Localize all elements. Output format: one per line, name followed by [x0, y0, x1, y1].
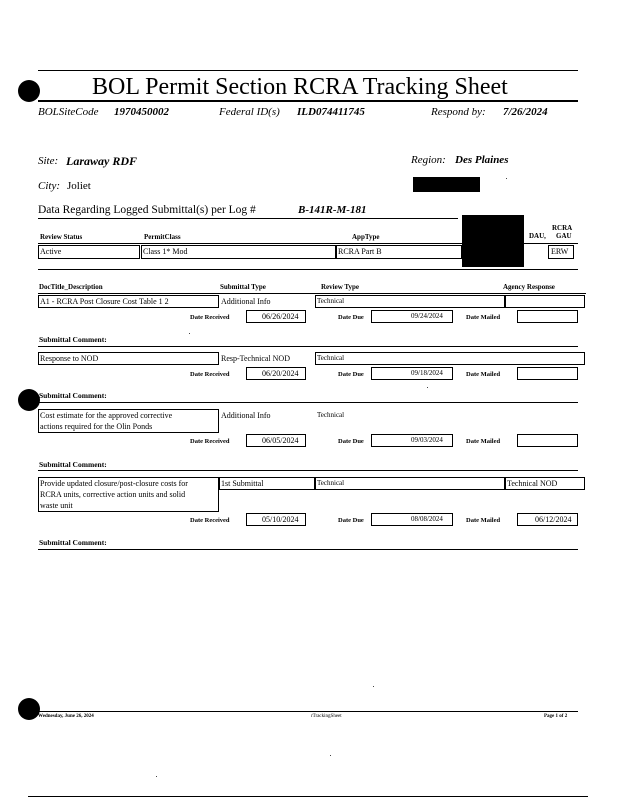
submittal-header-rule [38, 293, 586, 294]
submittal-3-comment-rule [38, 470, 578, 471]
submittal-3-review-type: Technical [317, 411, 345, 419]
punch-hole-top [18, 80, 40, 102]
submittal-2-date-received: 06/20/2024 [262, 369, 299, 378]
permit-class-header: PermitClass [144, 233, 181, 241]
submittal-2-date-received-label: Date Received [190, 371, 230, 378]
scan-speck [506, 178, 507, 179]
submittal-1-date-received-label: Date Received [190, 314, 230, 321]
submittal-type-header: Submittal Type [220, 283, 266, 291]
submittal-1-date-due: 09/24/2024 [411, 312, 443, 320]
submittal-2-date-due-label: Date Due [338, 371, 364, 378]
submittal-2-review-type: Technical [317, 354, 345, 362]
review-status-header: Review Status [40, 233, 83, 241]
submittal-3-date-mailed-cell [517, 434, 578, 447]
site-name: Laraway RDF [66, 154, 138, 168]
submittal-3-title-line1: Cost estimate for the approved corrective [40, 411, 173, 420]
doc-title-header: DocTitle_Description [39, 283, 103, 291]
submittal-2-type: Resp-Technical NOD [221, 354, 290, 363]
header-rule-bottom [38, 100, 578, 102]
submittal-4-title-line2: RCRA units, corrective action units and solid [40, 490, 186, 499]
submittal-4-date-received-label: Date Received [190, 517, 230, 524]
review-header-rule [38, 243, 578, 244]
submittal-1-title: A1 - RCRA Post Closure Cost Table 1 2 [40, 297, 169, 306]
log-number: B-141R-M-181 [298, 204, 367, 216]
dau-header: DAU, [529, 232, 546, 240]
submittal-1-date-received: 06/26/2024 [262, 312, 299, 321]
submittal-3-type: Additional Info [221, 411, 271, 420]
submittal-4-comment-rule [38, 549, 578, 550]
submittal-4-date-due: 08/08/2024 [411, 515, 443, 523]
scan-speck [156, 776, 157, 777]
submittal-2-date-mailed-label: Date Mailed [466, 371, 501, 378]
submittal-4-date-mailed: 06/12/2024 [535, 515, 572, 524]
submittal-1-date-due-label: Date Due [338, 314, 364, 321]
log-label: Data Regarding Logged Submittal(s) per Log # [38, 204, 256, 216]
submittal-3-date-mailed-label: Date Mailed [466, 438, 501, 445]
submittal-3-date-due-label: Date Due [338, 438, 364, 445]
submittal-3-date-received-label: Date Received [190, 438, 230, 445]
submittal-1-comment-label: Submittal Comment: [39, 335, 107, 344]
submittal-1-type: Additional Info [221, 297, 271, 306]
submittal-3-title-line2: actions required for the Olin Ponds [40, 422, 153, 431]
review-bottom-rule [38, 269, 578, 270]
gau-header: GAU [556, 232, 572, 240]
submittal-4-title-line3: waste unit [40, 501, 73, 510]
submittal-4-date-received: 05/10/2024 [262, 515, 299, 524]
footer-report: rTrackingSheet [311, 714, 342, 719]
scan-speck [373, 686, 374, 687]
review-status-value: Active [40, 247, 62, 256]
submittal-1-date-mailed-label: Date Mailed [466, 314, 501, 321]
rcra-header: RCRA [552, 224, 573, 232]
federal-id-value: ILD074411745 [297, 106, 365, 118]
app-type-header: AppType [352, 233, 380, 241]
app-type-value: RCRA Part B [338, 247, 382, 256]
submittal-4-date-mailed-label: Date Mailed [466, 517, 501, 524]
submittal-2-comment-label: Submittal Comment: [39, 391, 107, 400]
scan-speck [330, 755, 331, 756]
unit-value: ERW [551, 247, 569, 256]
submittal-1-review-type: Technical [317, 297, 345, 305]
submittal-2-date-mailed-cell [517, 367, 578, 380]
submittal-3-comment-label: Submittal Comment: [39, 460, 107, 469]
site-code-label: BOLSiteCode [38, 106, 99, 118]
respond-by-value: 7/26/2024 [503, 106, 548, 118]
city-value: Joliet [67, 180, 91, 192]
review-type-header: Review Type [321, 283, 360, 291]
page-title: BOL Permit Section RCRA Tracking Sheet [92, 74, 508, 100]
footer-rule [38, 711, 578, 712]
submittal-4-comment-label: Submittal Comment: [39, 538, 107, 547]
federal-id-label: Federal ID(s) [219, 106, 280, 118]
submittal-4-date-due-label: Date Due [338, 517, 364, 524]
city-label: City: [38, 180, 60, 192]
submittal-1-date-mailed-cell [517, 310, 578, 323]
submittal-1-agency-cell [505, 295, 585, 308]
header-rule-top [38, 70, 578, 71]
footer-date: Wednesday, June 26, 2024 [38, 714, 94, 719]
site-code-value: 1970450002 [114, 106, 169, 118]
submittal-4-type: 1st Submittal [221, 479, 264, 488]
site-label: Site: [38, 155, 59, 167]
scan-speck [189, 333, 190, 334]
region-value: Des Plaines [455, 154, 509, 166]
submittal-3-date-received: 06/05/2024 [262, 436, 299, 445]
redaction-block-review [462, 215, 524, 267]
submittal-2-review-cell [315, 352, 585, 365]
agency-response-header: Agency Response [503, 283, 555, 291]
submittal-2-title: Response to NOD [40, 354, 99, 363]
redaction-block-city [413, 177, 480, 192]
submittal-1-comment-rule [38, 346, 578, 347]
permit-class-value: Class 1* Mod [143, 247, 188, 256]
submittal-4-review-type: Technical [317, 479, 345, 487]
log-rule [38, 218, 458, 219]
region-label: Region: [411, 154, 446, 166]
scan-speck [427, 387, 428, 388]
submittal-2-date-due: 09/18/2024 [411, 369, 443, 377]
submittal-4-title-line1: Provide updated closure/post-closure costs for [40, 479, 188, 488]
footer-page: Page 1 of 2 [544, 714, 568, 719]
submittal-4-agency-response: Technical NOD [507, 479, 558, 488]
submittal-2-comment-rule [38, 402, 578, 403]
submittal-3-date-due: 09/03/2024 [411, 436, 443, 444]
scan-edge-line [28, 796, 588, 797]
respond-by-label: Respond by: [431, 106, 486, 118]
punch-hole-middle [18, 389, 40, 411]
punch-hole-bottom [18, 698, 40, 720]
